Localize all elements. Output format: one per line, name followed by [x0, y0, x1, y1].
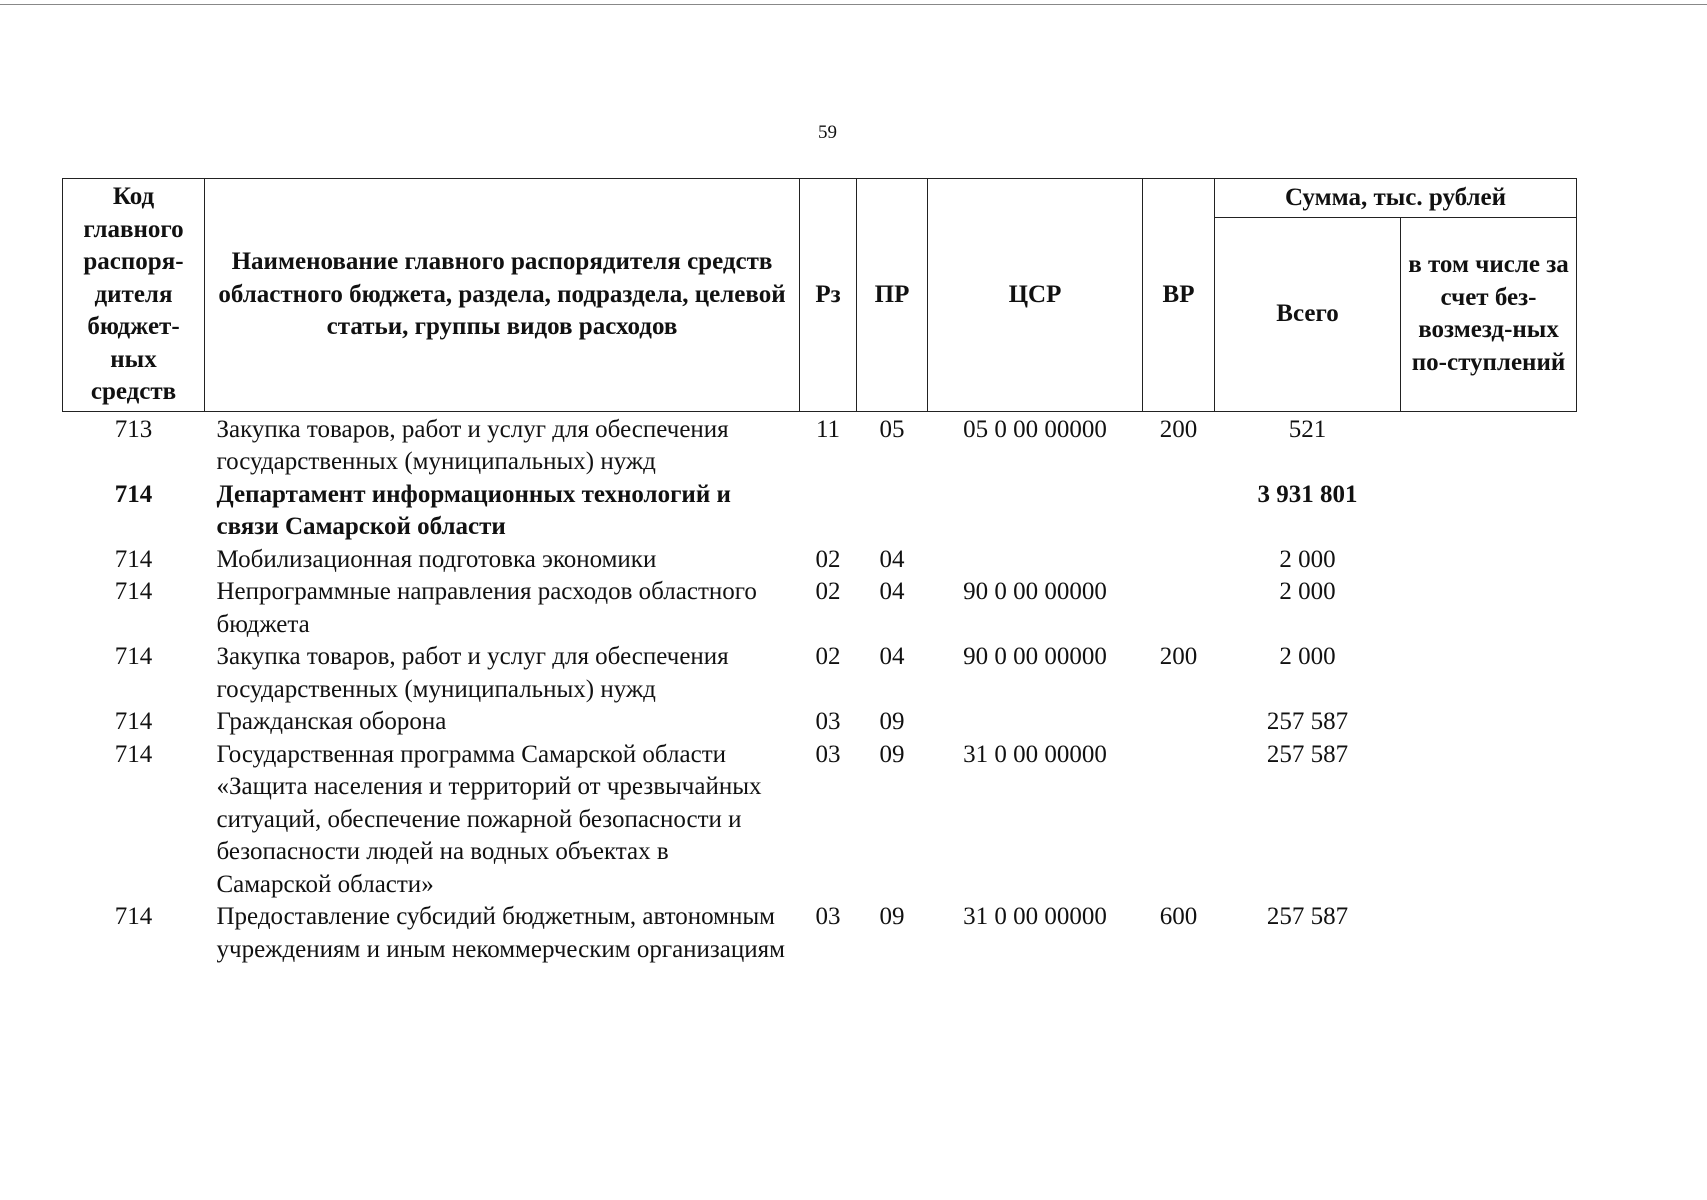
table-row	[63, 901, 1577, 966]
header-total: Всего	[1215, 218, 1401, 411]
cell-total: 2 000	[1279, 545, 1336, 573]
cell-rz: 02	[815, 578, 841, 605]
cell-free	[1401, 739, 1577, 902]
header-pr: ПР	[857, 179, 928, 412]
cell-name: Закупка товаров, работ и услуг для обеспечения государственных (муниципальных) нужд	[216, 415, 729, 475]
table-header	[63, 179, 1577, 412]
cell-total: 2 000	[1279, 578, 1336, 605]
cell-pr: 09	[879, 708, 905, 735]
table-row	[63, 641, 1577, 706]
cell-csr: 31 0 00 00000	[963, 903, 1107, 930]
table-row	[63, 576, 1577, 641]
cell-code: 714	[114, 643, 153, 670]
cell-name: Предоставление субсидий бюджетным, автономным учреждениям и иным некоммерческим организациям	[216, 903, 785, 963]
cell-name: Мобилизационная подготовка экономики	[216, 545, 657, 573]
cell-csr: 90 0 00 00000	[963, 578, 1107, 605]
cell-rz: 02	[815, 545, 841, 573]
cell-name: Государственная программа Самарской области «Защита населения и территорий от чрезвычайных ситуаций, обеспечение пожарной безопасности и безопасности людей на водных объектах в Самарской области»	[216, 740, 762, 898]
cell-csr	[928, 706, 1143, 739]
cell-rz: 03	[815, 708, 841, 735]
cell-csr	[928, 479, 1143, 544]
cell-free	[1401, 411, 1577, 479]
header-rz: Рз	[800, 179, 857, 412]
cell-code: 714	[114, 578, 153, 605]
table-row	[63, 739, 1577, 902]
cell-pr: 04	[879, 643, 905, 670]
header-free: в том числе за счет без-возмезд-ных по-ступлений	[1401, 218, 1577, 411]
table-row	[63, 479, 1577, 544]
table-row	[63, 544, 1577, 577]
header-sum-group: Сумма, тыс. рублей	[1215, 179, 1577, 218]
header-name: Наименование главного распорядителя средств областного бюджета, раздела, подраздела, целевой статьи, группы видов расходов	[205, 179, 800, 412]
table-row	[63, 411, 1577, 479]
cell-vr	[1143, 479, 1215, 544]
cell-vr	[1143, 706, 1215, 739]
cell-csr	[928, 544, 1143, 577]
cell-free	[1401, 576, 1577, 641]
cell-code: 714	[114, 708, 153, 735]
cell-pr: 04	[879, 545, 905, 573]
cell-rz	[800, 479, 857, 544]
cell-vr	[1143, 739, 1215, 902]
cell-vr: 200	[1159, 643, 1198, 670]
cell-code: 714	[114, 740, 153, 768]
header-csr: ЦСР	[928, 179, 1143, 412]
table-body	[63, 411, 1577, 966]
page-top-edge	[0, 4, 1707, 5]
budget-table	[62, 178, 1577, 966]
cell-total: 3 931 801	[1257, 480, 1358, 508]
cell-name: Непрограммные направления расходов областного бюджета	[216, 578, 757, 638]
cell-rz: 03	[815, 740, 841, 768]
cell-pr	[857, 479, 928, 544]
cell-free	[1401, 544, 1577, 577]
cell-pr: 04	[879, 578, 905, 605]
cell-csr: 90 0 00 00000	[963, 643, 1107, 670]
page-number: 59	[818, 122, 837, 143]
cell-free	[1401, 706, 1577, 739]
cell-code: 714	[114, 903, 153, 930]
cell-total: 257 587	[1266, 708, 1349, 735]
cell-name: Гражданская оборона	[216, 708, 447, 735]
cell-code: 713	[114, 415, 153, 443]
table-row	[63, 706, 1577, 739]
cell-rz: 03	[815, 903, 841, 930]
cell-code: 714	[114, 480, 153, 508]
cell-vr: 600	[1159, 903, 1198, 930]
cell-pr: 05	[879, 415, 905, 443]
cell-rz: 11	[815, 415, 841, 443]
cell-free	[1401, 479, 1577, 544]
cell-csr: 31 0 00 00000	[963, 740, 1107, 768]
cell-free	[1401, 641, 1577, 706]
cell-pr: 09	[879, 903, 905, 930]
cell-code: 714	[114, 545, 153, 573]
cell-pr: 09	[879, 740, 905, 768]
cell-total: 2 000	[1279, 643, 1336, 670]
cell-vr	[1143, 576, 1215, 641]
header-code: Код главного распоря-дителя бюджет-ных средств	[63, 179, 205, 412]
cell-total: 257 587	[1266, 740, 1349, 768]
cell-free	[1401, 901, 1577, 966]
cell-csr: 05 0 00 00000	[963, 415, 1107, 443]
cell-name: Департамент информационных технологий и связи Самарской области	[216, 480, 731, 540]
cell-vr	[1143, 544, 1215, 577]
cell-vr: 200	[1159, 415, 1198, 443]
cell-rz: 02	[815, 643, 841, 670]
cell-total: 521	[1288, 415, 1327, 443]
header-vr: ВР	[1143, 179, 1215, 412]
cell-total: 257 587	[1266, 903, 1349, 930]
cell-name: Закупка товаров, работ и услуг для обеспечения государственных (муниципальных) нужд	[216, 643, 729, 703]
